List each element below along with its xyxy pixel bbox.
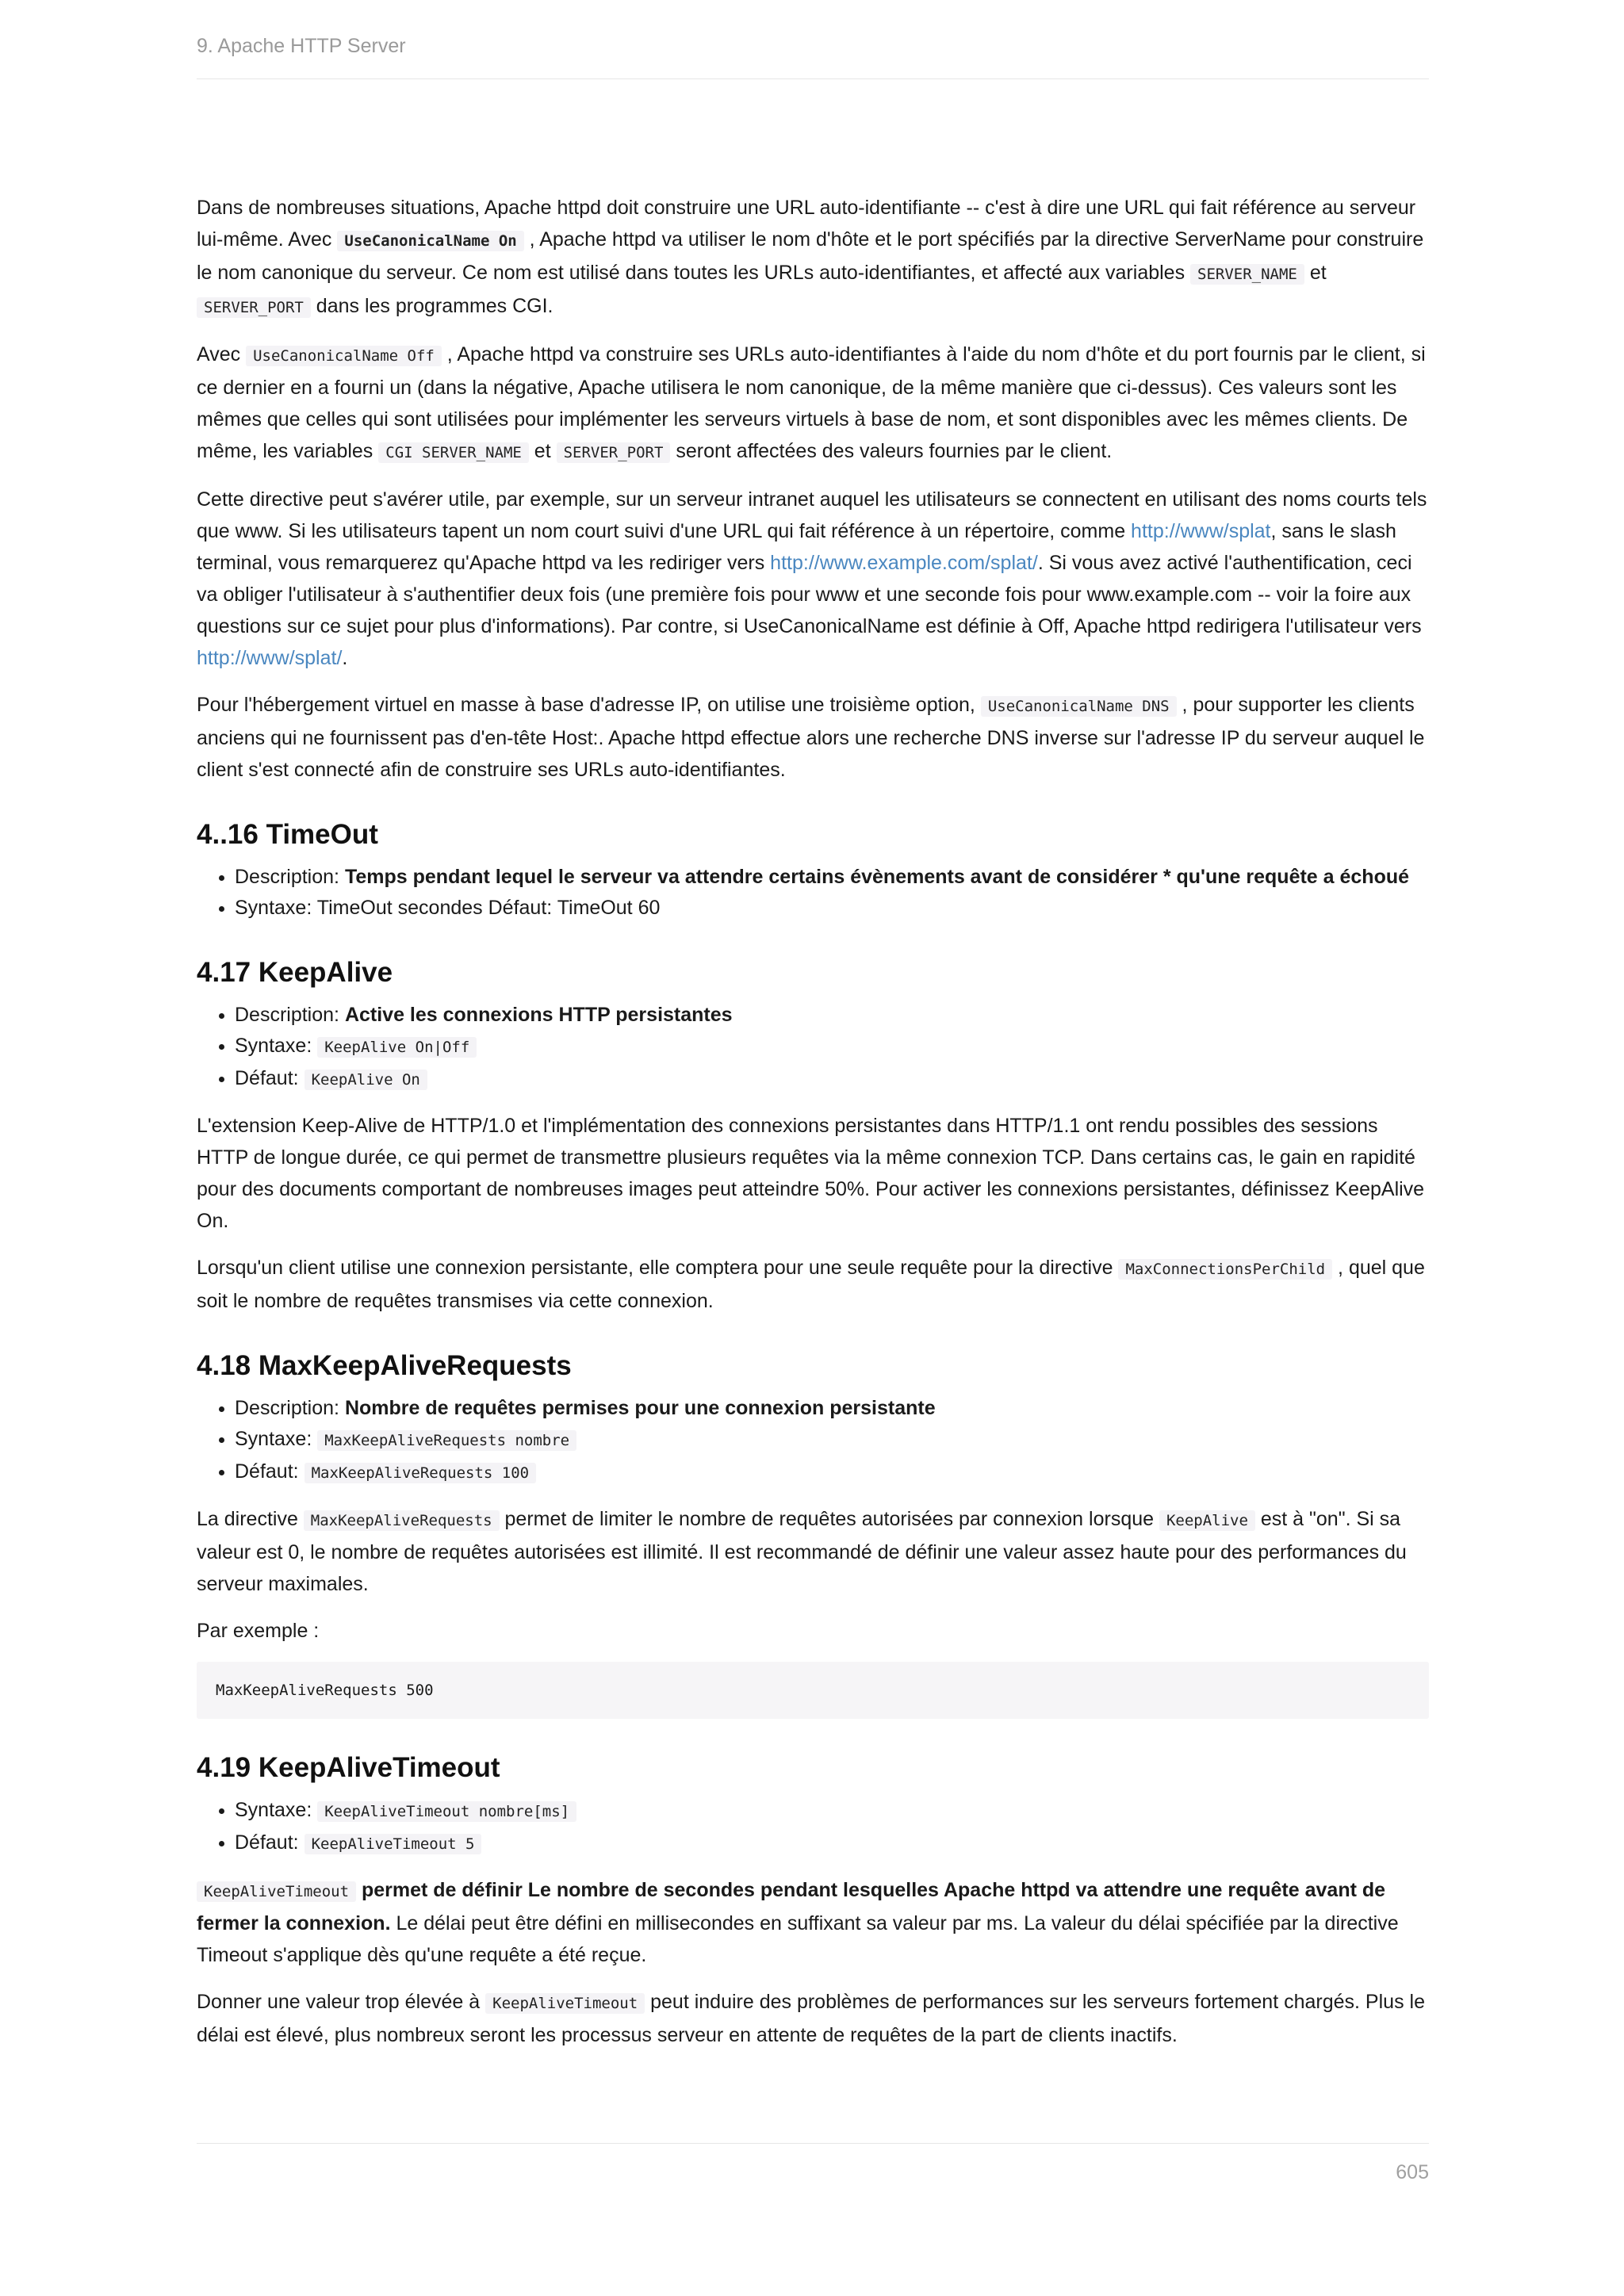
- list-item: [235, 1456, 1429, 1489]
- inline-code: KeepAliveTimeout: [197, 1881, 356, 1902]
- paragraph-keepalive-extension: L'extension Keep-Alive de HTTP/1.0 et l'implémentation des connexions persistantes dans HTTP/1.1 ont rendu possibles des sessions HTTP de longue durée, ce qui permet de transmettre plusieurs requêtes via la même connexion TCP. Dans certains cas, le gain en rapidité pour des documents comportant de nombreuses images peut atteindre 50%. Pour activer les connexions persistantes, définissez KeepAlive On.: [197, 1115, 1425, 1232]
- inline-code: SERVER_PORT: [557, 442, 671, 463]
- description-value: Nombre de requêtes permises pour une connexion persistante: [344, 1397, 936, 1419]
- text: permet de limiter le nombre de requêtes autorisées par connexion lorsque: [499, 1508, 1159, 1530]
- inline-code: MaxKeepAliveRequests 100: [304, 1463, 537, 1483]
- text: Dans de nombreuses situations, Apache httpd doit construire une URL auto-identifiante -- c'est à dire une URL qui fait référence au serveur lui-même. Avec: [197, 197, 1416, 251]
- text: , quel que soit le nombre de requêtes transmises via cette connexion.: [197, 1257, 1425, 1312]
- description-value: Active les connexions HTTP persistantes: [344, 1004, 733, 1026]
- paragraph-canonical-on: [197, 192, 1429, 323]
- text: peut induire des problèmes de performances sur les serveurs fortement chargés. Plus le délai est élevé, plus nombreux seront les processus serveur en attente de requêtes de la part de clients inactifs.: [197, 1991, 1425, 2046]
- inline-code: KeepAlive On: [304, 1070, 427, 1090]
- link-www-splat-slash[interactable]: http://www/splat/: [197, 647, 343, 669]
- text: , sans le slash terminal, vous remarquerez qu'Apache httpd va les rediriger vers: [197, 520, 1396, 574]
- paragraph-keepalivetimeout-def: [197, 1874, 1429, 1971]
- inline-code: MaxKeepAliveRequests nombre: [317, 1430, 576, 1451]
- list-item: [235, 1827, 1429, 1860]
- inline-code: SERVER_PORT: [197, 297, 311, 318]
- running-header: 9. Apache HTTP Server: [197, 35, 1429, 79]
- inline-code: UseCanonicalName DNS: [981, 696, 1177, 717]
- inline-code: KeepAliveTimeout 5: [304, 1834, 482, 1854]
- list-item: [235, 1424, 1429, 1456]
- paragraph-maxkeepaliverequests: [197, 1503, 1429, 1600]
- text: et: [528, 440, 557, 462]
- inline-code: KeepAlive On|Off: [317, 1037, 477, 1058]
- inline-code: UseCanonicalName Off: [246, 346, 442, 366]
- label: Défaut:: [235, 1067, 304, 1089]
- page-footer: [197, 2143, 1429, 2184]
- text: Lorsqu'un client utilise une connexion persistante, elle comptera pour une seule requête pour la directive: [197, 1257, 1119, 1279]
- text: . Si vous avez activé l'authentification, ceci va obliger l'utilisateur à s'authentifier deux fois (une première fois pour www et une seconde fois pour www.example.com -- voir la foire aux questions sur ce sujet pour plus d'informations). Par contre, si UseCanonicalName est définie à Off, Apache httpd redirigera l'utilisateur vers: [197, 552, 1422, 637]
- text: .: [342, 647, 348, 669]
- list-item: [235, 1031, 1429, 1063]
- inline-code: SERVER_NAME: [1190, 264, 1304, 285]
- paragraph-keepalive-persistent: [197, 1252, 1429, 1317]
- paragraph-canonical-off: [197, 339, 1429, 469]
- text: La directive: [197, 1508, 304, 1530]
- label: Description:: [235, 866, 345, 888]
- inline-code: KeepAlive: [1159, 1510, 1255, 1531]
- inline-code: KeepAliveTimeout: [485, 1993, 645, 2014]
- link-example-splat[interactable]: http://www.example.com/splat/: [770, 552, 1038, 574]
- text: seront affectées des valeurs fournies par le client.: [670, 440, 1113, 462]
- list-item: [235, 1000, 1429, 1031]
- keepalive-properties-list: [197, 1000, 1429, 1096]
- code-block-example: MaxKeepAliveRequests 500: [197, 1662, 1429, 1719]
- text: dans les programmes CGI.: [310, 295, 553, 317]
- section-heading-timeout: 4..16 TimeOut: [197, 819, 378, 850]
- list-item: [235, 893, 1429, 924]
- text: Cette directive peut s'avérer utile, par exemple, sur un serveur intranet auquel les utilisateurs se connectent en utilisant des noms courts tels que www. Si les utilisateurs tapent un nom court suivi d'une URL qui fait référence à un répertoire, comme: [197, 488, 1427, 542]
- link-www-splat[interactable]: http://www/splat: [1131, 520, 1271, 542]
- text: , Apache httpd va utiliser le nom d'hôte et le port spécifiés par la directive ServerName pour construire le nom canonique du serveur. Ce nom est utilisé dans toutes les URLs auto-identifiantes, et affecté aux variables: [197, 228, 1424, 284]
- inline-code: UseCanonicalName On: [337, 231, 523, 251]
- list-item: [235, 862, 1429, 893]
- text: Donner une valeur trop élevée à: [197, 1991, 486, 2013]
- section-heading-maxkeepaliverequests: 4.18 MaxKeepAliveRequests: [197, 1350, 572, 1381]
- label: Syntaxe:: [235, 1428, 318, 1450]
- label: Description:: [235, 1397, 345, 1419]
- label: Défaut:: [235, 1831, 304, 1854]
- page-number: 605: [1396, 2161, 1429, 2183]
- paragraph-par-exemple: Par exemple :: [197, 1620, 320, 1642]
- text: , Apache httpd va construire ses URLs auto-identifiantes à l'aide du nom d'hôte et du port fournis par le client, si ce dernier en a fourni un (dans la négative, Apache utilisera le nom canonique, de la même manière que ci-dessus). Ces valeurs sont les mêmes que celles qui sont utilisées pour implémenter les serveurs virtuels à base de nom, et sont disponibles avec les mêmes clients. De même, les variables: [197, 343, 1426, 462]
- inline-code: CGI SERVER_NAME: [378, 442, 529, 463]
- paragraph-keepalivetimeout-warning: [197, 1986, 1429, 2051]
- inline-code: MaxConnectionsPerChild: [1118, 1259, 1332, 1280]
- timeout-properties-list: [197, 862, 1429, 924]
- keepalivetimeout-properties-list: [197, 1795, 1429, 1860]
- paragraph-intranet-example: [197, 484, 1429, 674]
- text: , pour supporter les clients anciens qui ne fournissent pas d'en-tête Host:. Apache httpd effectue alors une recherche DNS inverse sur l'adresse IP du serveur auquel le client s'est connecté afin de construire ses URLs auto-identifiantes.: [197, 694, 1425, 781]
- list-item: [235, 1393, 1429, 1424]
- section-heading-keepalive: 4.17 KeepAlive: [197, 957, 393, 988]
- page-content: [197, 192, 1429, 2066]
- label: Défaut:: [235, 1460, 304, 1483]
- inline-code: KeepAliveTimeout nombre[ms]: [317, 1801, 576, 1822]
- list-item: [235, 1795, 1429, 1827]
- text: et: [1304, 262, 1327, 284]
- description-value: Temps pendant lequel le serveur va attendre certains évènements avant de considérer * qu'une requête a échoué: [344, 866, 1410, 888]
- maxkeepaliverequests-properties-list: [197, 1393, 1429, 1489]
- text: Le délai peut être défini en millisecondes en suffixant sa valeur par ms. La valeur du délai spécifiée par la directive Timeout s'applique dès qu'une requête a été reçue.: [197, 1912, 1399, 1966]
- text: Avec: [197, 343, 247, 365]
- syntax-text: Syntaxe: TimeOut secondes Défaut: TimeOut 60: [235, 897, 661, 919]
- label: Description:: [235, 1004, 345, 1026]
- bold-text: permet de définir Le nombre de secondes pendant lesquelles Apache httpd va attendre une requête avant de fermer la connexion.: [197, 1879, 1386, 1934]
- list-item: [235, 1063, 1429, 1096]
- text: Pour l'hébergement virtuel en masse à base d'adresse IP, on utilise une troisième option,: [197, 694, 981, 716]
- label: Syntaxe:: [235, 1035, 318, 1057]
- label: Syntaxe:: [235, 1799, 318, 1821]
- paragraph-canonical-dns: [197, 689, 1429, 786]
- text: est à "on". Si sa valeur est 0, le nombre de requêtes autorisées est illimité. Il est recommandé de définir une valeur assez haute pour des performances du serveur maximales.: [197, 1508, 1407, 1595]
- section-heading-keepalivetimeout: 4.19 KeepAliveTimeout: [197, 1752, 500, 1783]
- inline-code: MaxKeepAliveRequests: [304, 1510, 500, 1531]
